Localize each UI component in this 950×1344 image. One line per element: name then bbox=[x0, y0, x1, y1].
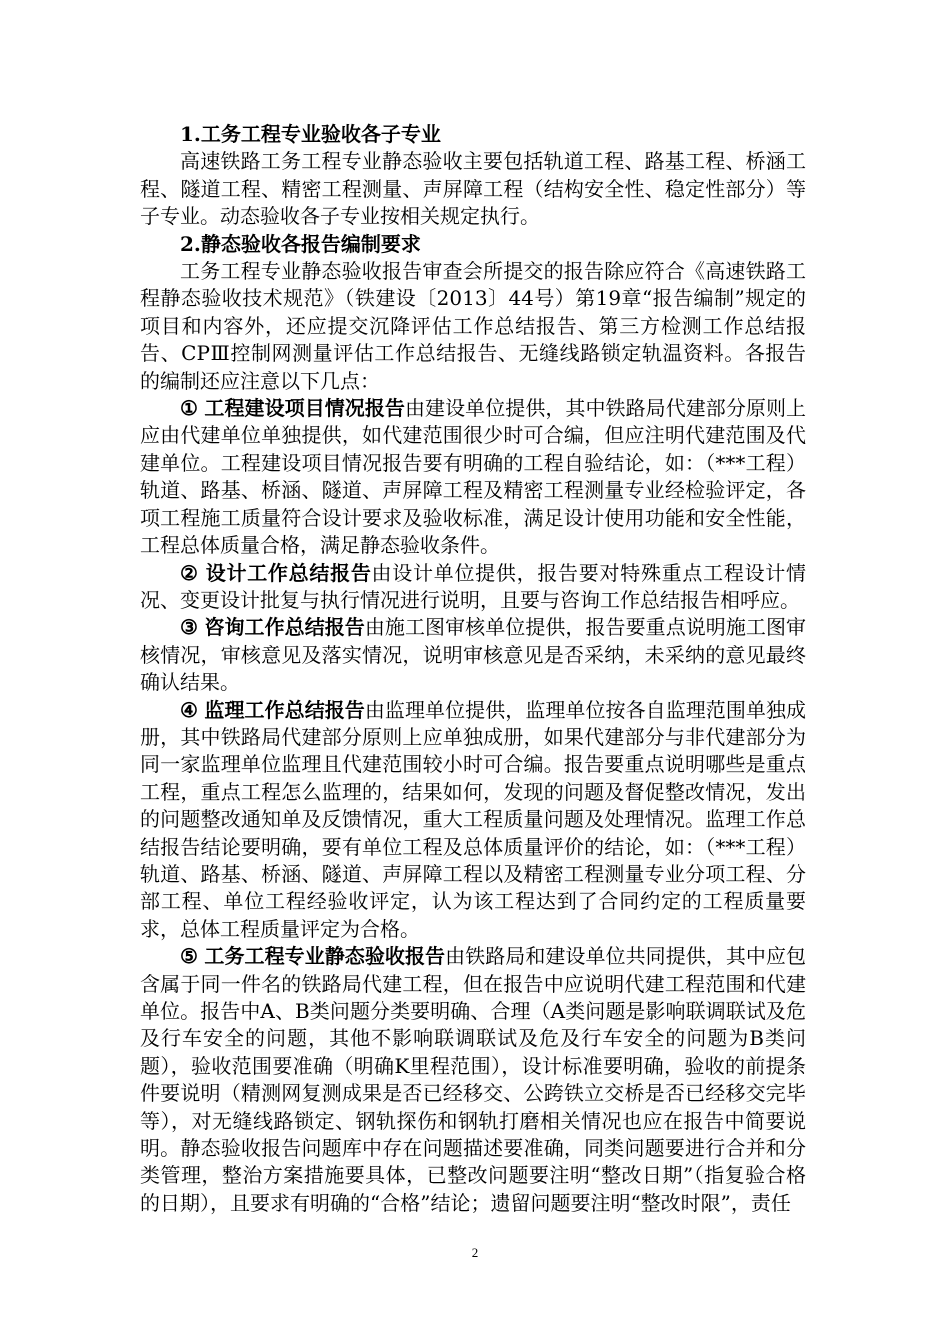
section-body-1: 高速铁路工务工程专业静态验收主要包括轨道工程、路基工程、桥涵工程、隧道工程、精密工程测量、声屏障工程（结构安全性、稳定性部分）等子专业。动态验收各子专业按相关规定执行。 bbox=[140, 149, 806, 229]
section-heading-1: 1.工务工程专业验收各子专业 bbox=[180, 122, 441, 146]
item-text: 由监理单位提供，监理单位按各自监理范围单独成册，其中铁路局代建部分原则上应单独成册，如果代建部分与非代建部分为同一家监理单位监理且代建范围较小时可合编。报告要重点说明哪些是重点工程，重点工程怎么监理的，结果如何，发现的问题及督促整改情况，发出的问题整改通知单及反馈情况，重大工程质量问题及处理情况。监理工作总结报告结论要明确，要有单位工程及总体质量评价的结论，如：（***工程）轨道、路基、桥涵、隧道、声屏障工程以及精密工程测量专业分项工程、分部工程、单位工程经验收评定，认为该工程达到了合同约定的工程质量要求，总体工程质量评定为合格。 bbox=[140, 697, 807, 941]
item-text: 由建设单位提供，其中铁路局代建部分原则上应由代建单位单独提供，如代建范围很少时可合编，但应注明代建范围及代建单位。工程建设项目情况报告要有明确的工程自验结论，如：（***工程）轨道、路基、桥涵、隧道、声屏障工程及精密工程测量专业经检验评定，各项工程施工质量符合设计要求及验收标准，满足设计使用功能和安全性能，工程总体质量合格，满足静态验收条件。 bbox=[140, 396, 807, 558]
report-item-2 bbox=[140, 560, 806, 615]
item-title: 工程建设项目情况报告 bbox=[204, 396, 405, 421]
document-page bbox=[140, 121, 806, 1217]
item-marker: ④ bbox=[180, 697, 198, 722]
page-number: 2 bbox=[471, 1245, 479, 1260]
item-marker: ② bbox=[180, 560, 199, 585]
section-body-2: 工务工程专业静态验收报告审查会所提交的报告除应符合《高速铁路工程静态验收技术规范》（铁建设〔2013〕44号）第19章“报告编制”规定的项目和内容外，还应提交沉降评估工作总结报告、第三方检测工作总结报告、CPⅢ控制网测量评估工作总结报告、无缝线路锁定轨温资料。各报告的编制还应注意以下几点： bbox=[140, 259, 806, 393]
item-text: 由铁路局和建设单位共同提供，其中应包含属于同一件名的铁路局代建工程，但在报告中应说明代建工程范围和代建单位。报告中A、B类问题分类要明确、合理（A类问题是影响联调联试及危及行车安全的问题，其他不影响联调联试及危及行车安全的问题为B类问题），验收范围要准确（明确K里程范围），设计标准要明确，验收的前提条件要说明（精测网复测成果是否已经移交、公跨铁立交桥是否已经移交完毕等），对无缝线路锁定、钢轨探伤和钢轨打磨相关情况也应在报告中简要说明。静态验收报告问题库中存在问题描述要准确，同类问题要进行合并和分类管理，整治方案措施要具体，已整改问题要注明“整改日期”（指复验合格的日期），且要求有明确的“合格”结论；遗留问题要注明“整改时限”，责任 bbox=[140, 944, 807, 1215]
item-title: 工务工程专业静态验收报告 bbox=[204, 944, 446, 969]
item-marker: ① bbox=[180, 396, 198, 421]
item-title: 设计工作总结报告 bbox=[205, 560, 372, 585]
item-marker: ⑤ bbox=[180, 944, 198, 969]
report-item-1 bbox=[140, 395, 806, 559]
report-item-5 bbox=[140, 943, 806, 1217]
item-title: 监理工作总结报告 bbox=[204, 697, 365, 722]
section-heading-2: 2.静态验收各报告编制要求 bbox=[180, 231, 421, 256]
item-marker: ③ bbox=[180, 615, 198, 640]
report-item-4 bbox=[140, 697, 806, 944]
item-text: 由设计单位提供，报告要对特殊重点工程设计情况、变更设计批复与执行情况进行说明，且要与咨询工作总结报告相呼应。 bbox=[140, 560, 807, 612]
item-title: 咨询工作总结报告 bbox=[204, 615, 365, 640]
item-text: 由施工图审核单位提供，报告要重点说明施工图审核情况，审核意见及落实情况，说明审核意见是否采纳，未采纳的意见最终确认结果。 bbox=[140, 615, 807, 695]
report-item-3 bbox=[140, 614, 806, 696]
